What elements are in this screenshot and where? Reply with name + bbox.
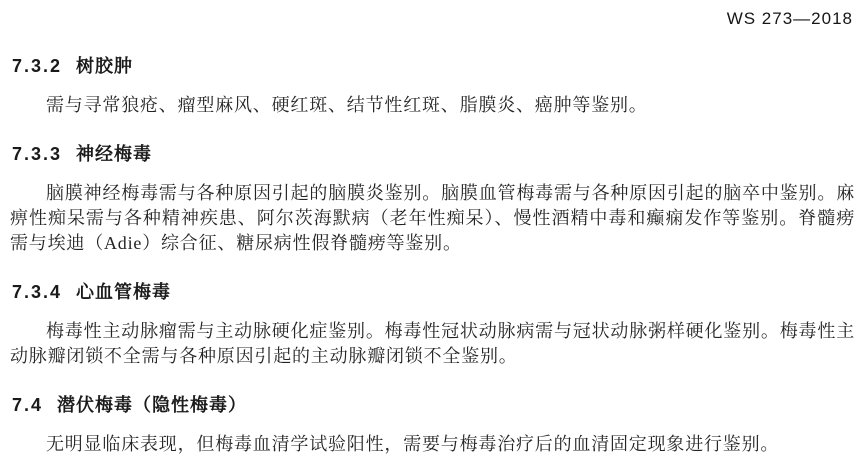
section-title: 树胶肿 (76, 56, 134, 76)
section-paragraph: 梅毒性主动脉瘤需与主动脉硬化症鉴别。梅毒性冠状动脉病需与冠状动脉粥样硬化鉴别。梅毒性主动脉瓣闭锁不全需与各种原因引起的主动脉瓣闭锁不全鉴别。 (10, 321, 855, 366)
section-number: 7.3.3 (12, 144, 63, 164)
section-title: 心血管梅毒 (76, 282, 172, 302)
standard-number-header: WS 273—2018 (726, 9, 853, 28)
section-heading-7-4 (12, 395, 855, 415)
section-heading-7-3-2 (12, 56, 855, 76)
section-number: 7.3.4 (12, 282, 63, 302)
section-title: 潜伏梅毒（隐性梅毒） (57, 395, 248, 415)
section-title: 神经梅毒 (76, 144, 153, 164)
section-number: 7.4 (12, 395, 44, 415)
section-heading-7-3-3 (12, 144, 855, 164)
section-number: 7.3.2 (12, 56, 63, 76)
section-paragraph: 需与寻常狼疮、瘤型麻风、硬红斑、结节性红斑、脂膜炎、癌肿等鉴别。 (46, 95, 648, 115)
section-paragraph: 无明显临床表现，但梅毒血清学试验阳性，需要与梅毒治疗后的血清固定现象进行鉴别。 (46, 434, 780, 454)
section-heading-7-3-4 (12, 282, 855, 302)
section-paragraph: 脑膜神经梅毒需与各种原因引起的脑膜炎鉴别。脑膜血管梅毒需与各种原因引起的脑卒中鉴别。麻痹性痴呆需与各种精神疾患、阿尔茨海默病（老年性痴呆）、慢性酒精中毒和癫痫发作等鉴别。脊髓痨需与埃迪（Adie）综合征、糖尿病性假脊髓痨等鉴别。 (10, 183, 855, 253)
